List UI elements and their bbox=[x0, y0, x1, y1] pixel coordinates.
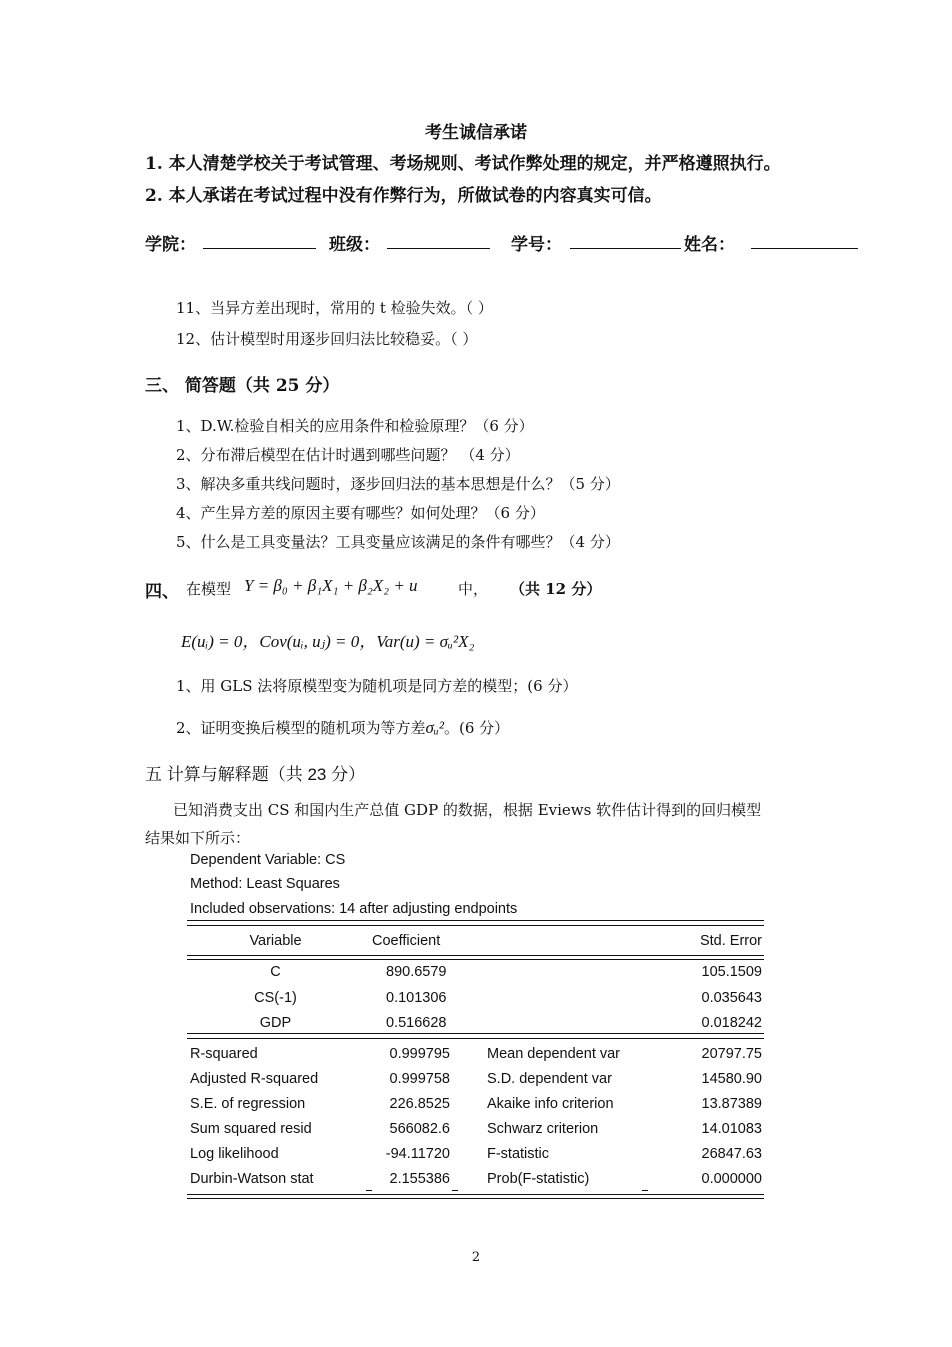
student-id-label: 学号： bbox=[511, 235, 562, 255]
stat-value-right: 20797.75 bbox=[701, 1046, 762, 1062]
method: Method: Least Squares bbox=[190, 876, 340, 892]
name-field[interactable] bbox=[751, 247, 858, 249]
section-5-heading: 五 计算与解释题（共 23 分） bbox=[145, 765, 366, 784]
stat-label-left: Log likelihood bbox=[190, 1146, 279, 1162]
pledge-line-1: 1. 本人清楚学校关于考试管理、考场规则、考试作弊处理的规定，并严格遵照执行。 bbox=[145, 154, 781, 174]
stat-label-right: S.D. dependent var bbox=[487, 1071, 612, 1087]
stat-value-left: 2.155386 bbox=[389, 1171, 450, 1187]
section-3-item-2: 2、分布滞后模型在估计时遇到哪些问题？ （4 分） bbox=[176, 446, 520, 464]
stat-label-right: Akaike info criterion bbox=[487, 1096, 614, 1112]
stat-value-left: -94.11720 bbox=[385, 1146, 450, 1162]
stat-value-right: 14580.90 bbox=[701, 1071, 762, 1087]
stat-label-left: Sum squared resid bbox=[190, 1121, 312, 1137]
college-field[interactable] bbox=[203, 247, 316, 249]
student-id-field[interactable] bbox=[570, 247, 681, 249]
table-top-rule-2 bbox=[187, 925, 764, 926]
stat-value-right: 26847.63 bbox=[701, 1146, 762, 1162]
college-label: 学院： bbox=[145, 235, 196, 255]
coef-value: 890.6579 bbox=[386, 964, 447, 980]
coef-variable: CS(-1) bbox=[254, 990, 297, 1006]
included-observations: Included observations: 14 after adjusting endpoints bbox=[190, 901, 518, 917]
pledge-line-2: 2. 本人承诺在考试过程中没有作弊行为，所做试卷的内容真实可信。 bbox=[145, 186, 662, 206]
pledge-title: 考生诚信承诺 bbox=[425, 123, 527, 143]
table-bottom-rule-1 bbox=[187, 1194, 764, 1195]
q2-suffix: 。(6 分） bbox=[444, 719, 510, 737]
coef-value: 0.101306 bbox=[386, 990, 447, 1006]
tick-mark-1 bbox=[366, 1190, 372, 1191]
page-number: 2 bbox=[471, 1250, 481, 1265]
stat-value-left: 566082.6 bbox=[389, 1121, 450, 1137]
class-label: 班级： bbox=[329, 235, 380, 255]
stat-label-right: Mean dependent var bbox=[487, 1046, 621, 1062]
stat-value-right: 13.87389 bbox=[701, 1096, 762, 1112]
mid-rule-2 bbox=[187, 1038, 764, 1039]
stat-label-left: Adjusted R-squared bbox=[190, 1071, 319, 1087]
header-rule-1 bbox=[187, 955, 764, 956]
stat-value-left: 226.8525 bbox=[389, 1096, 450, 1112]
coef-std-error: 0.035643 bbox=[701, 990, 762, 1006]
stat-label-left: S.E. of regression bbox=[190, 1096, 306, 1112]
section-5-intro-1: 已知消费支出 CS 和国内生产总值 GDP 的数据，根据 Eviews 软件估计得到的回归模型 bbox=[173, 801, 762, 819]
judge-item-12: 12、估计模型时用逐步回归法比较稳妥。（ ） bbox=[176, 330, 478, 348]
stat-label-right: Schwarz criterion bbox=[487, 1121, 599, 1137]
stat-value-right: 0.000000 bbox=[701, 1171, 762, 1187]
section-4-lead: 在模型 bbox=[186, 580, 232, 598]
coef-std-error: 105.1509 bbox=[701, 964, 762, 980]
section-4-points: （共 12 分） bbox=[510, 580, 602, 598]
section-4-heading: 四、 bbox=[145, 582, 179, 602]
stat-value-right: 14.01083 bbox=[701, 1121, 762, 1137]
coef-value: 0.516628 bbox=[386, 1015, 447, 1031]
tick-mark-2 bbox=[452, 1190, 458, 1191]
stat-value-left: 0.999795 bbox=[389, 1046, 450, 1062]
section-3-item-3: 3、解决多重共线问题时，逐步回归法的基本思想是什么？（5 分） bbox=[176, 475, 620, 493]
section-3-heading: 三、 简答题（共 25 分） bbox=[145, 376, 340, 396]
section-3-item-4: 4、产生异方差的原因主要有哪些？如何处理？（6 分） bbox=[176, 504, 545, 522]
model-equation: Y = β₀ + β₁X₁ + β₂X₂ + u bbox=[244, 576, 418, 595]
q2-sigma: σᵤ² bbox=[425, 718, 445, 737]
mid-rule-1 bbox=[187, 1033, 764, 1034]
tick-mark-3 bbox=[642, 1190, 648, 1191]
dependent-variable: Dependent Variable: CS bbox=[190, 852, 346, 868]
header-coefficient: Coefficient bbox=[372, 933, 441, 949]
section-4-middle: 中， bbox=[458, 580, 489, 598]
stat-label-left: Durbin-Watson stat bbox=[190, 1171, 314, 1187]
section-5-intro-2: 结果如下所示： bbox=[145, 829, 251, 847]
stat-label-right: Prob(F-statistic) bbox=[487, 1171, 590, 1187]
table-top-rule-1 bbox=[187, 920, 764, 921]
name-label: 姓名： bbox=[684, 235, 735, 255]
stat-value-left: 0.999758 bbox=[389, 1071, 450, 1087]
assumption-conditions: E(uᵢ) = 0，Cov(uᵢ, uⱼ) = 0，Var(u) = σᵤ²X₂ bbox=[181, 632, 475, 651]
section-3-item-5: 5、什么是工具变量法？工具变量应该满足的条件有哪些？（4 分） bbox=[176, 533, 620, 551]
header-std-error: Std. Error bbox=[699, 933, 762, 949]
header-variable: Variable bbox=[249, 933, 302, 949]
coef-variable: GDP bbox=[259, 1015, 292, 1031]
header-rule-2 bbox=[187, 959, 764, 960]
stat-label-right: F-statistic bbox=[487, 1146, 550, 1162]
table-bottom-rule-2 bbox=[187, 1198, 764, 1199]
section-3-item-1: 1、D.W.检验自相关的应用条件和检验原理？（6 分） bbox=[176, 417, 534, 435]
judge-item-11: 11、当异方差出现时，常用的 t 检验失效。（ ） bbox=[176, 299, 493, 317]
class-field[interactable] bbox=[387, 247, 490, 249]
coef-variable: C bbox=[270, 964, 281, 980]
section-4-question-1: 1、用 GLS 法将原模型变为随机项是同方差的模型；(6 分） bbox=[176, 677, 578, 695]
section-4-question-2 bbox=[176, 717, 509, 738]
coef-std-error: 0.018242 bbox=[701, 1015, 762, 1031]
stat-label-left: R-squared bbox=[190, 1046, 258, 1062]
q2-prefix: 2、证明变换后模型的随机项为等方差 bbox=[176, 719, 426, 737]
